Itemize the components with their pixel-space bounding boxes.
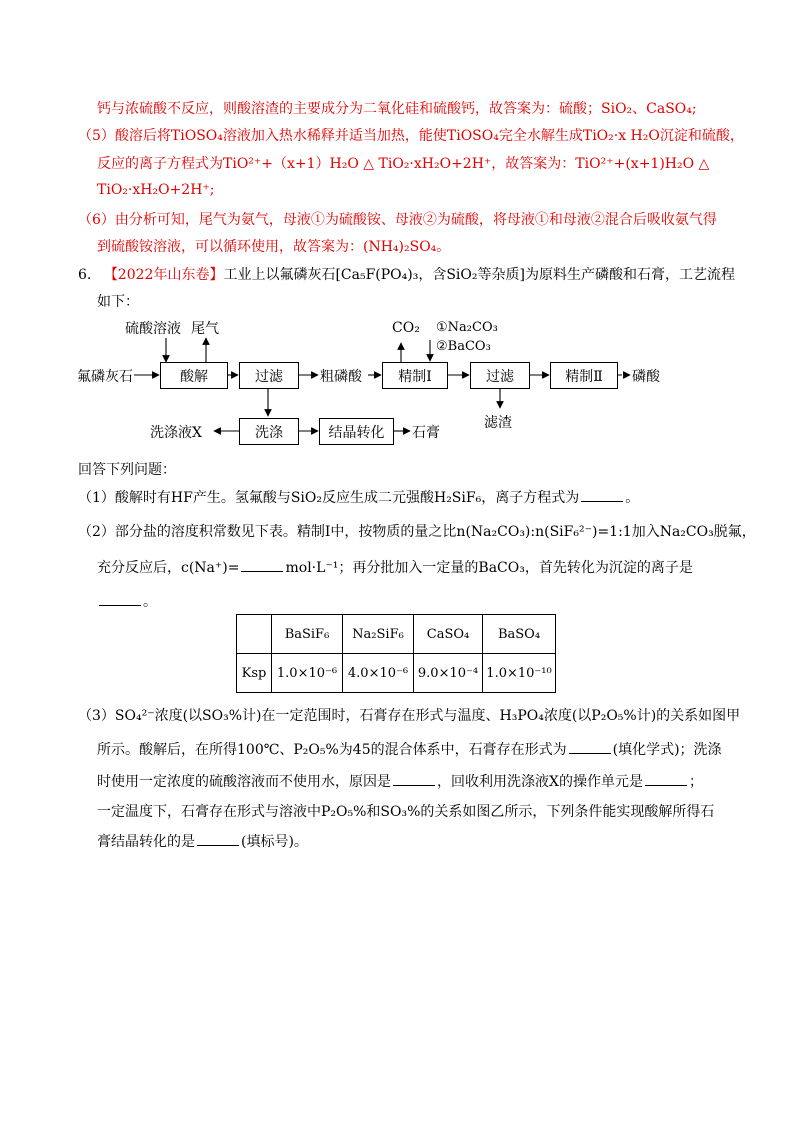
flow-step-filter-2: 过滤 <box>470 362 530 389</box>
flow-step-crystallization: 结晶转化 <box>319 418 394 445</box>
answer-item-5-line-3: TiO₂·xH₂O+2H⁺; <box>97 182 215 198</box>
answer-item-6-line-2: 到硫酸铵溶液，可以循环使用，故答案为：(NH₄)₂SO₄。 <box>97 239 451 255</box>
ksp-header-caso4: CaSO₄ <box>414 615 483 654</box>
ksp-row-label: Ksp <box>237 654 272 693</box>
process-flow-arrows <box>0 0 800 460</box>
answer-item-5-line-1: （5）酸溶后将TiOSO₄溶液加入热水稀释并适当加热，能使TiOSO₄完全水解生成TiO₂·x H₂O沉淀和硫酸， <box>78 128 744 144</box>
question-3-line-4: 一定温度下，石膏存在形式与溶液中P₂O₅%和SO₃%的关系如图乙所示，下列条件能实现酸解所得石 <box>97 804 715 820</box>
flow-step-refine-1: 精制Ⅰ <box>382 362 448 389</box>
flow-product-gypsum: 石膏 <box>412 425 440 441</box>
question-number: 6. <box>78 267 92 283</box>
ksp-value-caso4: 9.0×10⁻⁴ <box>414 654 483 693</box>
question-3-line-5 <box>97 831 308 851</box>
question-1-text: （1）酸解时有HF产生。氢氟酸与SiO₂反应生成二元强酸H₂SiF₆，离子方程式为 <box>78 490 580 506</box>
question-1-end: 。 <box>625 490 640 506</box>
ksp-table <box>236 614 556 693</box>
answer-item-6-line-1: （6）由分析可知，尾气为氨气，母液①为硫酸铵、母液②为硫酸，将母液①和母液②混合后吸收氨气得 <box>78 212 717 228</box>
flow-reagent-na2co3: ①Na₂CO₃ <box>436 320 498 335</box>
question-1 <box>78 487 639 507</box>
question-3-line-3 <box>97 771 703 791</box>
flow-input-label: 氟磷灰石 <box>77 369 133 385</box>
question-2-line-2 <box>97 557 693 577</box>
answer-blank-3b[interactable] <box>393 771 435 786</box>
flow-crude-phosphoric-acid: 粗磷酸 <box>320 369 362 385</box>
ksp-value-basif6: 1.0×10⁻⁶ <box>272 654 343 693</box>
answer-blank-1[interactable] <box>581 487 623 502</box>
ksp-table-value-row <box>237 654 556 693</box>
answer-line-1: 钙与浓硫酸不反应，则酸溶渣的主要成分为二氧化硅和硫酸钙，故答案为：硫酸；SiO₂、CaSO₄; <box>97 101 697 117</box>
question-3-text-b: (填化学式)；洗涤 <box>612 742 722 758</box>
question-3-text-c: 时使用一定浓度的硫酸溶液而不使用水，原因是 <box>97 774 391 790</box>
question-3-line-2 <box>97 739 722 759</box>
question-3-line-1: （3）SO₄²⁻浓度(以SO₃%计)在一定范围时，石膏存在形式与温度、H₃PO₄浓度(以P₂O₅%计)的关系如图甲 <box>78 708 741 724</box>
answer-item-5-line-2: 反应的离子方程式为TiO²⁺+（x+1）H₂O △ TiO₂·xH₂O+2H⁺，故答案为：TiO²⁺+(x+1)H₂O △ <box>97 156 710 172</box>
ksp-header-basif6: BaSiF₆ <box>272 615 343 654</box>
flow-wash-liquid-x: 洗涤液X <box>150 425 202 441</box>
question-stem: 工业上以氟磷灰石[Ca₅F(PO₄)₃，含SiO₂等杂质]为原料生产磷酸和石膏，工艺流程 <box>223 267 735 283</box>
answer-prompt: 回答下列问题： <box>78 462 176 478</box>
answer-blank-3c[interactable] <box>645 771 687 786</box>
question-3-text-a: 所示。酸解后，在所得100℃、P₂O₅%为45的混合体系中，石膏存在形式为 <box>97 742 567 758</box>
question-2-end: 。 <box>143 594 157 610</box>
flow-step-filter-1: 过滤 <box>239 362 299 389</box>
flow-step-acid-digestion: 酸解 <box>160 362 228 389</box>
question-source: 【2022年山东卷】 <box>103 267 224 283</box>
ksp-value-baso4: 1.0×10⁻¹⁰ <box>483 654 556 693</box>
answer-blank-2b[interactable] <box>99 591 141 606</box>
question-3-text-f: 膏结晶转化的是 <box>97 834 195 850</box>
ksp-header-empty <box>237 615 272 654</box>
question-3-text-e: ； <box>688 774 703 790</box>
answer-blank-3d[interactable] <box>197 831 239 846</box>
ksp-value-na2sif6: 4.0×10⁻⁶ <box>343 654 414 693</box>
ksp-table-header-row <box>237 615 556 654</box>
ksp-header-baso4: BaSO₄ <box>483 615 556 654</box>
flow-step-wash: 洗涤 <box>239 418 299 445</box>
flow-tail-gas: 尾气 <box>191 321 219 337</box>
flow-residue: 滤渣 <box>484 415 512 431</box>
ksp-header-na2sif6: Na₂SiF₆ <box>343 615 414 654</box>
flow-co2-gas: CO₂ <box>392 320 420 336</box>
flow-step-refine-2: 精制Ⅱ <box>550 362 618 389</box>
question-stem-continued: 如下： <box>97 294 139 310</box>
question-3-end: (填标号)。 <box>241 834 308 850</box>
answer-blank-2a[interactable] <box>241 557 283 572</box>
question-2-line-3 <box>97 591 157 611</box>
question-2-text-a: 充分反应后，c(Na⁺)= <box>97 560 240 576</box>
question-2-text-b: mol·L⁻¹；再分批加入一定量的BaCO₃，首先转化为沉淀的离子是 <box>285 560 693 576</box>
question-2-line-1: （2）部分盐的溶度积常数见下表。精制Ⅰ中，按物质的量之比n(Na₂CO₃):n(SiF₆²⁻)=1:1加入Na₂CO₃脱氟， <box>78 524 756 540</box>
flow-reagent-baco3: ②BaCO₃ <box>436 339 491 354</box>
answer-blank-3a[interactable] <box>569 739 611 754</box>
flow-reagent-sulfuric-acid: 硫酸溶液 <box>125 321 181 337</box>
flow-product-phosphoric-acid: 磷酸 <box>632 369 660 385</box>
question-3-text-d: ，回收利用洗涤液X的操作单元是 <box>437 774 643 790</box>
